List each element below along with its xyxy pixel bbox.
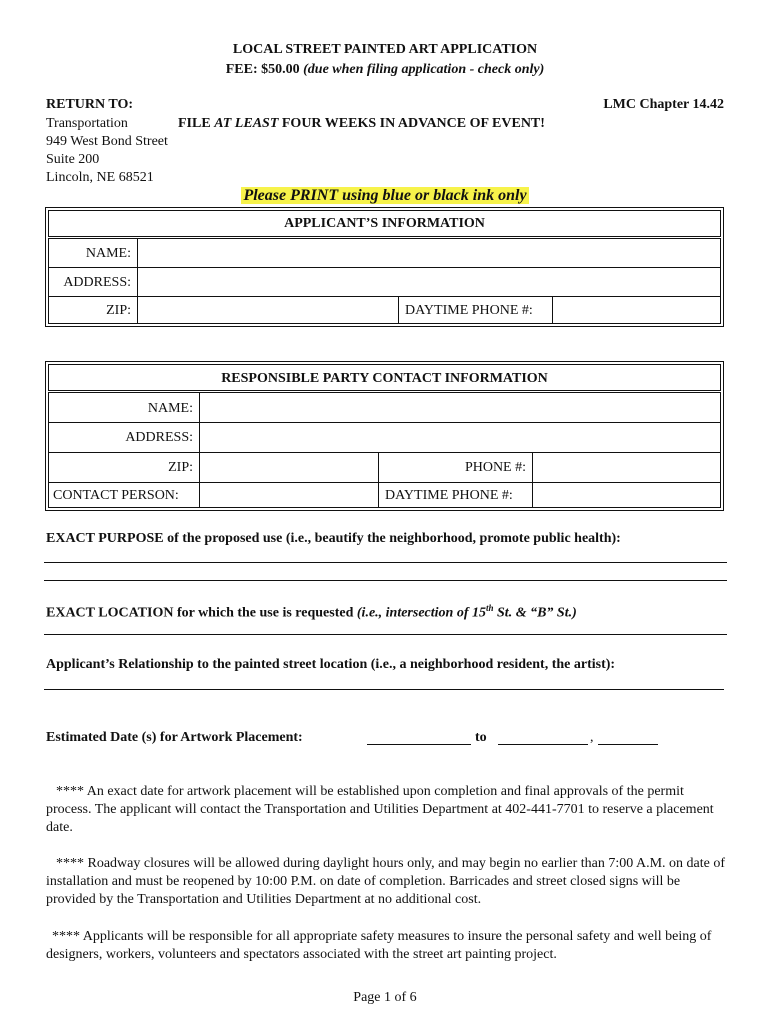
contact-person-field[interactable] [199, 483, 378, 507]
note-safety: **** Applicants will be responsible for all appropriate safety measures to insure the personal safety and well being of designers, workers, volunteers and spectators associated with the street art painting project. [46, 929, 712, 962]
responsible-daytime-phone-cell [378, 483, 532, 507]
advance-notice [178, 116, 545, 132]
location-answer-line[interactable] [44, 634, 727, 635]
note-placement-date: **** An exact date for artwork placement will be established upon completion and final approvals of the permit process. The applicant will contact the Transportation and Utilities Department at 402-441-7701 to reserve a placement date. [46, 784, 714, 835]
applicant-address-label: ADDRESS: [63, 275, 131, 290]
responsible-zip-label: ZIP: [168, 460, 193, 475]
responsible-phone-field[interactable] [532, 453, 720, 482]
responsible-phone-label: PHONE #: [464, 460, 526, 475]
responsible-name-row [48, 392, 721, 423]
location-example: (i.e., intersection of 15 [356, 605, 486, 621]
applicant-heading: APPLICANT’S INFORMATION [284, 216, 485, 231]
responsible-zip-field[interactable] [199, 453, 378, 482]
responsible-address-field[interactable] [199, 423, 720, 452]
form-title: LOCAL STREET PAINTED ART APPLICATION [232, 42, 538, 57]
note-roadway-closures: **** Roadway closures will be allowed during daylight hours only, and may begin no earlier than 7:00 A.M. on date of installation and must be reopened by 10:00 P.M. on date of completion. Barricades and street closed signs will be provided by the Transportation and Utilities Department at no additional cost. [46, 856, 726, 907]
advance-suffix: FOUR WEEKS IN ADVANCE OF EVENT! [278, 116, 545, 131]
responsible-zip-row [48, 452, 721, 483]
applicant-zip-field[interactable] [137, 297, 398, 323]
applicant-address-field[interactable] [137, 268, 720, 296]
return-address-line: Lincoln, NE 68521 [46, 170, 154, 185]
applicant-daytime-phone-field[interactable] [552, 297, 720, 323]
return-to-label: RETURN TO: [46, 97, 134, 112]
purpose-answer-line[interactable] [44, 580, 727, 581]
print-instruction [0, 187, 770, 205]
applicant-info-table [45, 207, 724, 327]
applicant-name-row [48, 238, 721, 268]
applicant-zip-row [48, 296, 721, 324]
dates-to-label: to [475, 730, 487, 745]
location-question-text: EXACT LOCATION for which the use is requested [46, 605, 357, 621]
return-address-line: Transportation [46, 116, 128, 131]
lmc-chapter: LMC Chapter 14.42 [603, 97, 724, 112]
dates-comma: , [590, 730, 594, 745]
page-number: Page 1 of 6 [353, 990, 417, 1005]
applicant-name-field[interactable] [137, 239, 720, 267]
return-address-line: Suite 200 [46, 152, 100, 167]
responsible-phone-cell [378, 453, 532, 482]
return-address-line: 949 West Bond Street [46, 134, 168, 149]
advance-prefix: FILE [178, 116, 215, 131]
fee-line [0, 62, 770, 78]
responsible-name-field[interactable] [199, 393, 720, 422]
responsible-address-label: ADDRESS: [125, 430, 193, 445]
advance-emphasis: AT LEAST [214, 116, 279, 131]
end-year-field[interactable] [598, 744, 658, 745]
applicant-name-label: NAME: [85, 246, 131, 261]
purpose-answer-line[interactable] [44, 562, 727, 563]
responsible-heading-row [48, 364, 721, 391]
dates-label: Estimated Date (s) for Artwork Placement: [46, 730, 303, 745]
end-date-field[interactable] [498, 744, 588, 745]
location-question [46, 603, 577, 622]
responsible-party-table [45, 361, 724, 511]
applicant-address-row [48, 267, 721, 297]
location-example-end: St. & “B” St.) [493, 605, 577, 621]
responsible-heading: RESPONSIBLE PARTY CONTACT INFORMATION [221, 371, 548, 386]
start-date-field[interactable] [367, 744, 471, 745]
relationship-question: Applicant’s Relationship to the painted street location (i.e., a neighborhood resident, the artist): [46, 657, 616, 672]
location-example-sup: th [486, 603, 494, 613]
applicant-daytime-phone-label: DAYTIME PHONE #: [405, 303, 533, 318]
purpose-question: EXACT PURPOSE of the proposed use (i.e., beautify the neighborhood, promote public health): [46, 531, 621, 546]
print-instruction-text: Please PRINT using blue or black ink only [243, 187, 527, 204]
fee-amount: FEE: $50.00 [225, 62, 304, 77]
responsible-daytime-phone-label: DAYTIME PHONE #: [385, 488, 513, 503]
fee-note: (due when filing application - check only) [303, 62, 545, 77]
contact-person-label: CONTACT PERSON: [53, 488, 179, 503]
applicant-daytime-phone-cell [398, 297, 552, 323]
relationship-answer-line[interactable] [44, 689, 724, 690]
applicant-zip-label: ZIP: [106, 303, 131, 318]
responsible-address-row [48, 422, 721, 453]
responsible-contact-row [48, 482, 721, 508]
applicant-heading-row [48, 210, 721, 237]
responsible-daytime-phone-field[interactable] [532, 483, 720, 507]
responsible-name-label: NAME: [147, 401, 193, 416]
